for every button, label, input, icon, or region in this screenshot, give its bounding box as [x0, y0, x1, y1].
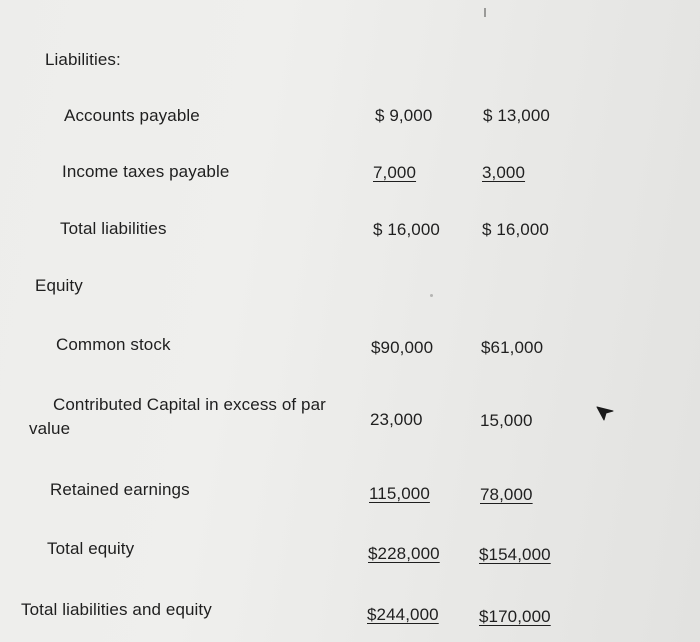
income-taxes-payable-col1: 7,000 — [373, 163, 417, 182]
total-equity-col2: $154,000 — [479, 545, 551, 564]
total-liabilities-col1: $ 16,000 — [373, 220, 440, 239]
decorative-mark — [484, 8, 486, 17]
total-equity-label: Total equity — [47, 539, 135, 558]
common-stock-col1: $90,000 — [371, 338, 434, 357]
common-stock-col2: $61,000 — [481, 338, 544, 357]
total-liabilities-label: Total liabilities — [60, 219, 167, 238]
retained-earnings-label: Retained earnings — [50, 480, 190, 499]
retained-earnings-col2: 78,000 — [480, 485, 533, 504]
equity-heading: Equity — [35, 276, 83, 295]
liabilities-heading: Liabilities: — [45, 50, 121, 69]
total-liabilities-and-equity-label: Total liabilities and equity — [21, 600, 212, 619]
accounts-payable-label: Accounts payable — [64, 106, 200, 125]
total-liabilities-and-equity-col2: $170,000 — [479, 607, 551, 626]
mouse-pointer-icon — [594, 401, 616, 423]
accounts-payable-col1: $ 9,000 — [375, 106, 433, 125]
total-equity-col1: $228,000 — [368, 544, 440, 563]
decorative-dot — [430, 294, 433, 297]
total-liabilities-col2: $ 16,000 — [482, 220, 549, 239]
retained-earnings-col1: 115,000 — [369, 484, 430, 503]
income-taxes-payable-col2: 3,000 — [482, 163, 526, 182]
accounts-payable-col2: $ 13,000 — [483, 106, 550, 125]
total-liabilities-and-equity-col1: $244,000 — [367, 605, 439, 624]
contributed-capital-label-line1: Contributed Capital in excess of par — [53, 395, 326, 414]
contributed-capital-col2: 15,000 — [480, 411, 533, 430]
income-taxes-payable-label: Income taxes payable — [62, 162, 230, 181]
contributed-capital-label-line2: value — [29, 419, 71, 438]
contributed-capital-col1: 23,000 — [370, 410, 423, 429]
common-stock-label: Common stock — [56, 335, 171, 354]
